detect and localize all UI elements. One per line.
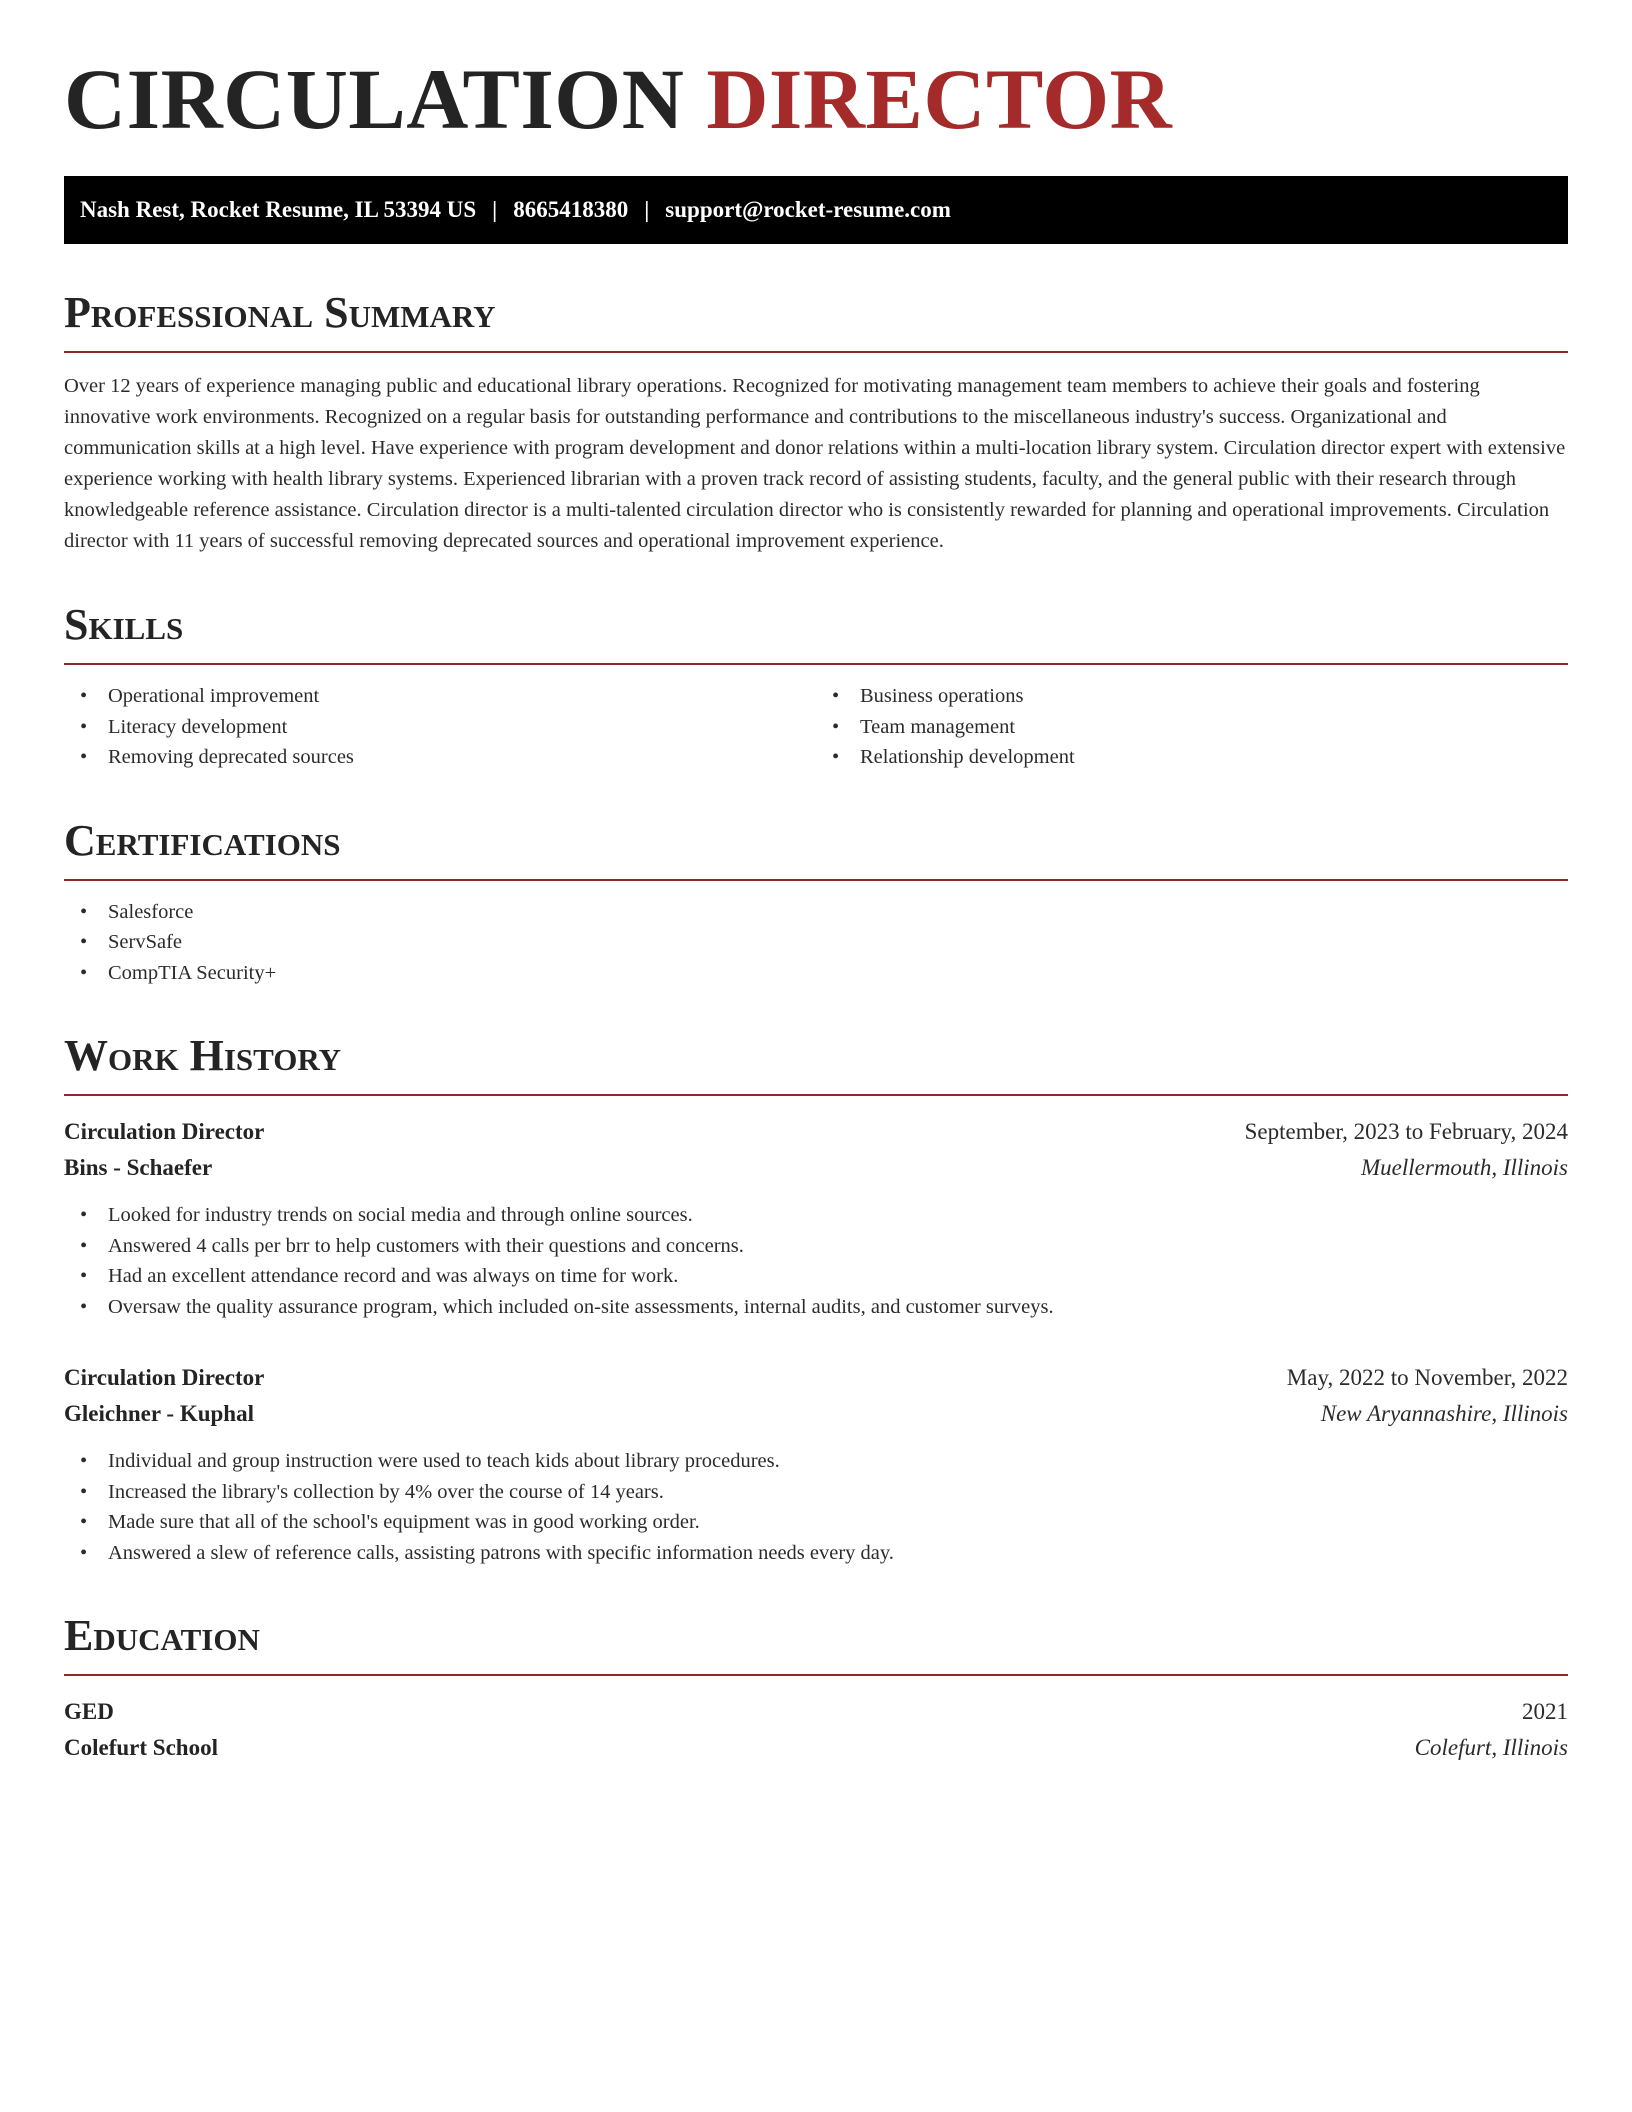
job-title-row [64, 1360, 1568, 1396]
contact-separator: | [492, 197, 498, 222]
job-entry [64, 1114, 1568, 1322]
job-title: Circulation Director [64, 1365, 265, 1390]
work-history-heading: Work History [64, 1034, 1568, 1096]
education-year: 2021 [1522, 1699, 1568, 1724]
skill-item: • Literacy development [64, 712, 816, 743]
job-bullet: • Increased the library's collection by 4% over the course of 14 years. [64, 1477, 1568, 1508]
contact-separator: | [644, 197, 650, 222]
job-bullet: • Oversaw the quality assurance program, which included on-site assessments, internal audits, and customer surveys. [64, 1292, 1568, 1323]
skill-item: • Removing deprecated sources [64, 742, 816, 773]
education-school-row [64, 1730, 1568, 1766]
certification-item: • ServSafe [64, 927, 1568, 958]
skill-item: • Team management [816, 712, 1568, 743]
skills-list [64, 665, 1568, 773]
job-bullet: • Made sure that all of the school's equipment was in good working order. [64, 1507, 1568, 1538]
job-location: New Aryannashire, Illinois [1320, 1401, 1568, 1426]
contact-address: Nash Rest, Rocket Resume, IL 53394 US [80, 197, 477, 222]
certifications-list [64, 897, 1568, 989]
skills-column-left [64, 681, 816, 773]
job-dates: May, 2022 to November, 2022 [1286, 1365, 1568, 1390]
education-entry [64, 1694, 1568, 1766]
contact-phone: 8665418380 [513, 197, 629, 222]
skill-item: • Business operations [816, 681, 1568, 712]
title-part-1: CIRCULATION [64, 51, 685, 147]
skills-column-right [816, 681, 1568, 773]
job-company: Gleichner - Kuphal [64, 1401, 254, 1426]
education-degree-row [64, 1694, 1568, 1730]
job-title-row [64, 1114, 1568, 1150]
job-bullet: • Answered a slew of reference calls, assisting patrons with specific information needs every day. [64, 1538, 1568, 1569]
certification-item: • Salesforce [64, 897, 1568, 928]
resume-title [64, 51, 1568, 148]
job-company: Bins - Schaefer [64, 1155, 213, 1180]
education-school: Colefurt School [64, 1735, 218, 1760]
job-bullet: • Answered 4 calls per brr to help customers with their questions and concerns. [64, 1231, 1568, 1262]
job-bullet: • Had an excellent attendance record and was always on time for work. [64, 1261, 1568, 1292]
skills-heading: Skills [64, 603, 1568, 665]
job-location: Muellermouth, Illinois [1361, 1155, 1568, 1180]
job-bullets [64, 1446, 1568, 1568]
certifications-heading: Certifications [64, 819, 1568, 881]
education-heading: Education [64, 1614, 1568, 1676]
summary-heading: Professional Summary [64, 291, 1568, 353]
summary-text: Over 12 years of experience managing public and educational library operations. Recognized for motivating management team members to achieve their goals and fostering innovative work environments. Recognized on a regular basis for outstanding performance and contributions to the miscellaneous industry's success. Organizational and communication skills at a high level. Have experience with program development and donor relations within a multi-location library system. Circulation director expert with extensive experience working with health library systems. Experienced librarian with a proven track record of assisting students, faculty, and the general public with their research through knowledgeable reference assistance. Circulation director is a multi-talented circulation director who is consistently rewarded for planning and operational improvements. Circulation director with 11 years of successful removing deprecated sources and operational improvement experience. [64, 375, 1566, 552]
job-bullet: • Individual and group instruction were used to teach kids about library procedures. [64, 1446, 1568, 1477]
job-entry [64, 1360, 1568, 1568]
job-bullets [64, 1200, 1568, 1322]
job-title: Circulation Director [64, 1119, 265, 1144]
job-bullet: • Looked for industry trends on social media and through online sources. [64, 1200, 1568, 1231]
skill-item: • Operational improvement [64, 681, 816, 712]
certification-item: • CompTIA Security+ [64, 958, 1568, 989]
education-degree: GED [64, 1699, 114, 1724]
job-company-row [64, 1396, 1568, 1432]
contact-bar [64, 176, 1568, 244]
education-location: Colefurt, Illinois [1414, 1735, 1568, 1760]
job-company-row [64, 1150, 1568, 1186]
job-dates: September, 2023 to February, 2024 [1244, 1119, 1568, 1144]
contact-email: support@rocket-resume.com [665, 197, 951, 222]
title-part-2: DIRECTOR [706, 51, 1173, 147]
skill-item: • Relationship development [816, 742, 1568, 773]
